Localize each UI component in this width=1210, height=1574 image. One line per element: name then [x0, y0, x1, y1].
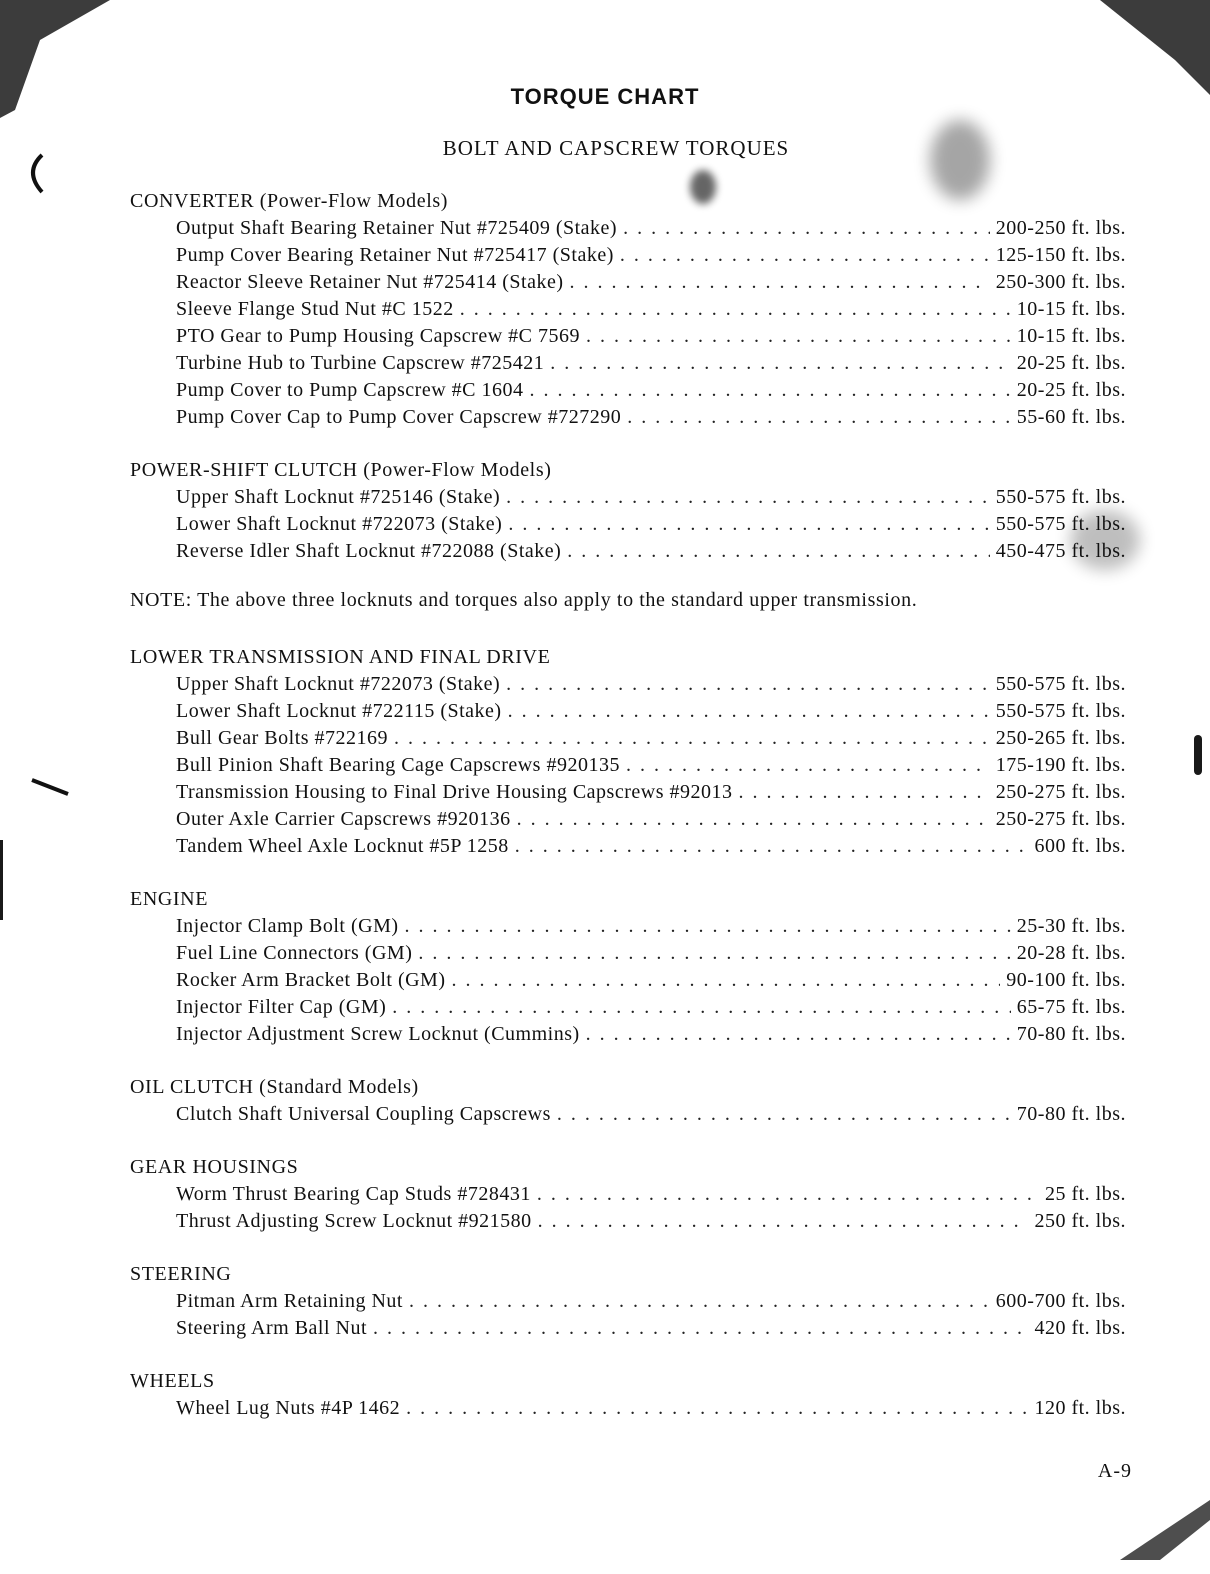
part-label: Bull Pinion Shaft Bearing Cage Capscrews #920135 [176, 754, 620, 776]
torque-row [130, 698, 1126, 725]
torque-value: 550-575 ft. lbs. [995, 700, 1126, 722]
section-heading: GEAR HOUSINGS [130, 1156, 299, 1178]
dot-leader [538, 1208, 1029, 1235]
part-label: PTO Gear to Pump Housing Capscrew #C 7569 [176, 325, 580, 347]
dot-leader [394, 725, 990, 752]
torque-row [130, 484, 1126, 511]
torque-row [130, 242, 1126, 269]
torque-row [130, 913, 1126, 940]
torque-table [130, 188, 1126, 1448]
torque-value: 250-300 ft. lbs. [995, 271, 1126, 293]
torque-value: 250-275 ft. lbs. [995, 781, 1126, 803]
torque-value: 175-190 ft. lbs. [995, 754, 1126, 776]
dot-leader [506, 484, 990, 511]
torque-section [130, 1368, 1126, 1422]
section-heading: OIL CLUTCH (Standard Models) [130, 1076, 419, 1098]
margin-line [0, 840, 3, 920]
torque-row [130, 1208, 1126, 1235]
torque-row [130, 511, 1126, 538]
torque-value: 550-575 ft. lbs. [995, 486, 1126, 508]
torque-section [130, 457, 1126, 565]
part-label: Worm Thrust Bearing Cap Studs #728431 [176, 1183, 531, 1205]
torque-value: 200-250 ft. lbs. [995, 217, 1126, 239]
torque-section [130, 644, 1126, 860]
torque-row [130, 323, 1126, 350]
scan-corner-bottom-right [1120, 1500, 1210, 1574]
dot-leader [567, 538, 989, 565]
torque-row [130, 833, 1126, 860]
part-label: Tandem Wheel Axle Locknut #5P 1258 [176, 835, 509, 857]
part-label: Transmission Housing to Final Drive Housing Capscrews #92013 [176, 781, 733, 803]
dot-leader [392, 994, 1011, 1021]
torque-row [130, 671, 1126, 698]
dot-leader [409, 1288, 990, 1315]
torque-value: 125-150 ft. lbs. [995, 244, 1126, 266]
part-label: Lower Shaft Locknut #722115 (Stake) [176, 700, 502, 722]
torque-value: 70-80 ft. lbs. [1016, 1023, 1126, 1045]
section-heading: POWER-SHIFT CLUTCH (Power-Flow Models) [130, 459, 552, 481]
part-label: Rocker Arm Bracket Bolt (GM) [176, 969, 446, 991]
dot-leader [530, 377, 1011, 404]
dot-leader [508, 698, 990, 725]
dot-leader [515, 833, 1029, 860]
part-label: Fuel Line Connectors (GM) [176, 942, 413, 964]
torque-row [130, 779, 1126, 806]
torque-value: 20-28 ft. lbs. [1016, 942, 1126, 964]
part-label: Lower Shaft Locknut #722073 (Stake) [176, 513, 503, 535]
part-label: Wheel Lug Nuts #4P 1462 [176, 1397, 401, 1419]
torque-value: 25-30 ft. lbs. [1016, 915, 1126, 937]
part-label: Pitman Arm Retaining Nut [176, 1290, 403, 1312]
torque-value: 250-275 ft. lbs. [995, 808, 1126, 830]
section-heading: CONVERTER (Power-Flow Models) [130, 190, 449, 212]
page-title: TORQUE CHART [510, 84, 700, 109]
torque-row [130, 1288, 1126, 1315]
dot-leader [557, 1101, 1011, 1128]
dot-leader [626, 752, 990, 779]
torque-value: 10-15 ft. lbs. [1016, 325, 1126, 347]
torque-row [130, 269, 1126, 296]
torque-row [130, 1395, 1126, 1422]
torque-section [130, 1154, 1126, 1235]
section-heading: STEERING [130, 1263, 232, 1285]
torque-value: 550-575 ft. lbs. [995, 513, 1126, 535]
part-label: Turbine Hub to Turbine Capscrew #725421 [176, 352, 545, 374]
part-label: Clutch Shaft Universal Coupling Capscrews [176, 1103, 551, 1125]
part-label: Outer Axle Carrier Capscrews #920136 [176, 808, 511, 830]
torque-value: 450-475 ft. lbs. [995, 540, 1126, 562]
torque-value: 420 ft. lbs. [1034, 1317, 1126, 1339]
dot-leader [406, 1395, 1028, 1422]
torque-row [130, 1021, 1126, 1048]
margin-mark [1194, 735, 1202, 775]
page-number: A-9 [1097, 1460, 1132, 1482]
torque-row [130, 725, 1126, 752]
part-label: Steering Arm Ball Nut [176, 1317, 368, 1339]
torque-row [130, 377, 1126, 404]
torque-value: 70-80 ft. lbs. [1016, 1103, 1126, 1125]
torque-value: 550-575 ft. lbs. [995, 673, 1126, 695]
torque-row [130, 1315, 1126, 1342]
part-label: Reverse Idler Shaft Locknut #722088 (Stake) [176, 540, 562, 562]
torque-row [130, 940, 1126, 967]
part-label: Upper Shaft Locknut #725146 (Stake) [176, 486, 501, 508]
part-label: Thrust Adjusting Screw Locknut #921580 [176, 1210, 532, 1232]
dot-leader [570, 269, 990, 296]
page-subtitle: BOLT AND CAPSCREW TORQUES [442, 136, 790, 160]
torque-value: 250 ft. lbs. [1034, 1210, 1126, 1232]
torque-row [130, 994, 1126, 1021]
torque-row [130, 296, 1126, 323]
torque-row [130, 1181, 1126, 1208]
torque-row [130, 215, 1126, 242]
dot-leader [517, 806, 990, 833]
section-heading: ENGINE [130, 888, 209, 910]
torque-value: 10-15 ft. lbs. [1016, 298, 1126, 320]
torque-value: 20-25 ft. lbs. [1016, 379, 1126, 401]
dot-leader [373, 1315, 1028, 1342]
dot-leader [586, 1021, 1011, 1048]
section-heading: LOWER TRANSMISSION AND FINAL DRIVE [130, 646, 551, 668]
dot-leader [405, 913, 1011, 940]
torque-row [130, 404, 1126, 431]
dot-leader [627, 404, 1011, 431]
dot-leader [550, 350, 1011, 377]
torque-value: 55-60 ft. lbs. [1016, 406, 1126, 428]
torque-value: 600 ft. lbs. [1034, 835, 1126, 857]
torque-value: 20-25 ft. lbs. [1016, 352, 1126, 374]
torque-value: 90-100 ft. lbs. [1006, 969, 1126, 991]
dot-leader [738, 779, 989, 806]
torque-section [130, 1261, 1126, 1342]
part-label: Injector Filter Cap (GM) [176, 996, 387, 1018]
part-label: Pump Cover to Pump Capscrew #C 1604 [176, 379, 524, 401]
torque-value: 600-700 ft. lbs. [995, 1290, 1126, 1312]
dot-leader [623, 215, 990, 242]
part-label: Injector Adjustment Screw Locknut (Cummins) [176, 1023, 580, 1045]
section-heading: WHEELS [130, 1370, 215, 1392]
part-label: Injector Clamp Bolt (GM) [176, 915, 399, 937]
note-text: NOTE: The above three locknuts and torques also apply to the standard upper transmission. [130, 589, 918, 611]
torque-value: 120 ft. lbs. [1034, 1397, 1126, 1419]
torque-row [130, 538, 1126, 565]
torque-value: 250-265 ft. lbs. [995, 727, 1126, 749]
torque-value: 25 ft. lbs. [1044, 1183, 1126, 1205]
torque-section [130, 188, 1126, 431]
part-label: Pump Cover Bearing Retainer Nut #725417 (Stake) [176, 244, 614, 266]
part-label: Bull Gear Bolts #722169 [176, 727, 389, 749]
torque-section [130, 886, 1126, 1048]
torque-section [130, 1074, 1126, 1128]
torque-row [130, 350, 1126, 377]
dot-leader [452, 967, 1001, 994]
dot-leader [537, 1181, 1039, 1208]
dot-leader [620, 242, 990, 269]
part-label: Sleeve Flange Stud Nut #C 1522 [176, 298, 454, 320]
part-label: Pump Cover Cap to Pump Cover Capscrew #727290 [176, 406, 622, 428]
dot-leader [508, 511, 989, 538]
dot-leader [506, 671, 990, 698]
part-label: Upper Shaft Locknut #722073 (Stake) [176, 673, 501, 695]
binder-hole-mark-middle [28, 760, 78, 810]
part-label: Reactor Sleeve Retainer Nut #725414 (Stake) [176, 271, 564, 293]
torque-row [130, 806, 1126, 833]
dot-leader [460, 296, 1011, 323]
torque-row [130, 1101, 1126, 1128]
torque-row [130, 752, 1126, 779]
part-label: Output Shaft Bearing Retainer Nut #725409 (Stake) [176, 217, 618, 239]
torque-value: 65-75 ft. lbs. [1016, 996, 1126, 1018]
torque-row [130, 967, 1126, 994]
dot-leader [586, 323, 1011, 350]
dot-leader [418, 940, 1010, 967]
